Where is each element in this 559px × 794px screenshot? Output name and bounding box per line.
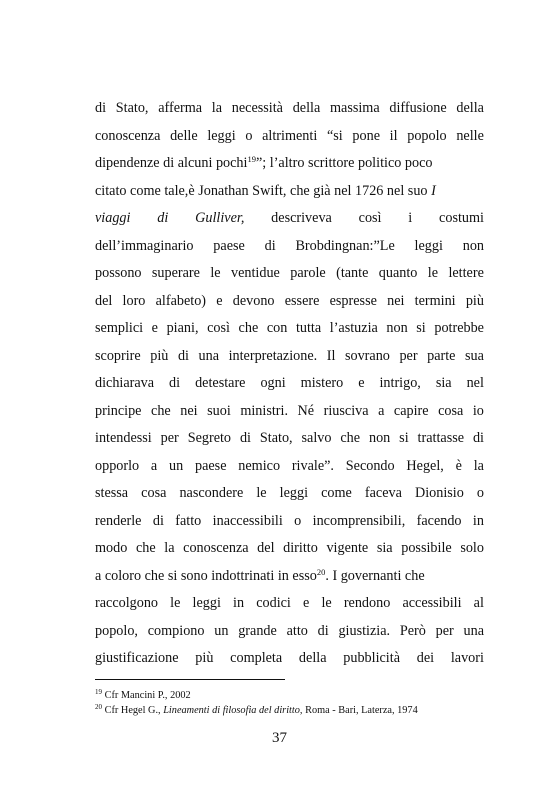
word: Brobdingnan:”Le: [295, 237, 395, 254]
word: opporlo: [95, 457, 140, 474]
word: nei: [180, 402, 198, 419]
text-line: [95, 178, 484, 206]
word: della: [298, 650, 327, 666]
word: che: [135, 540, 156, 556]
footnote-20: [95, 704, 495, 719]
word: dei: [416, 650, 435, 666]
text-line: [95, 95, 484, 123]
word: così: [207, 320, 230, 336]
word: le: [321, 595, 332, 611]
word: di: [472, 430, 484, 446]
text-segment: . I governanti che: [325, 567, 425, 584]
text-segment: citato come tale,è Jonathan Swift, che già nel 1726 nel suo: [95, 182, 428, 199]
word: potrebbe: [434, 320, 484, 336]
word: cosa: [141, 485, 167, 501]
word: che: [340, 430, 361, 446]
word: possono: [95, 265, 142, 281]
text-line: [95, 398, 484, 426]
footnote-separator: [95, 679, 285, 680]
word: in: [472, 512, 484, 529]
word: inaccessibili: [212, 512, 283, 529]
word: delle: [170, 127, 198, 144]
footnotes: [95, 689, 495, 718]
word: lavori: [450, 650, 484, 666]
word: che: [151, 402, 171, 419]
word: cosa: [438, 402, 464, 419]
word: di: [157, 210, 169, 226]
word: le: [427, 265, 439, 281]
text-line: [95, 480, 484, 508]
word: espresse: [329, 292, 377, 309]
word: ministri.: [240, 402, 289, 419]
word: Segreto: [187, 430, 232, 446]
word: Secondo: [345, 457, 395, 474]
word: non: [368, 430, 391, 446]
body-paragraph: [95, 95, 484, 673]
footnote-19: [95, 689, 495, 704]
word: accessibili: [402, 595, 462, 611]
book-title-italic: I: [431, 182, 436, 199]
word: di: [177, 347, 189, 364]
text-line: [95, 563, 484, 591]
word: Stato,: [259, 430, 293, 446]
word: piani,: [166, 320, 199, 336]
word: per: [399, 347, 418, 364]
word: incomprensibili,: [312, 512, 406, 529]
text-line: [95, 150, 484, 178]
word: le: [210, 265, 221, 281]
word: dell’immaginario: [95, 237, 194, 254]
word: di: [264, 237, 276, 254]
word: di: [95, 100, 107, 116]
word: intendessi: [95, 430, 152, 446]
word: Il: [326, 347, 336, 364]
word: completa: [230, 650, 283, 666]
word: codici: [256, 595, 291, 611]
word: a: [378, 402, 385, 419]
word: quanto: [378, 265, 418, 281]
word: diffusione: [389, 100, 447, 116]
word: o: [476, 485, 484, 501]
word: compiono: [147, 622, 205, 639]
word: la: [164, 540, 175, 556]
word: di: [239, 430, 251, 446]
word: riusciva: [323, 402, 369, 419]
word: solo: [460, 540, 484, 556]
word: tutta: [295, 320, 322, 336]
word: una: [198, 347, 220, 364]
word: si: [399, 430, 409, 446]
word: sia: [435, 375, 452, 391]
word: Stato,: [115, 100, 149, 116]
word: non: [462, 237, 484, 254]
footnote-text: Cfr Hegel G.,: [104, 704, 161, 716]
word: massima: [329, 100, 380, 116]
text-line: [95, 123, 484, 151]
footnote-publisher: Roma - Bari, Laterza, 1974: [305, 704, 418, 716]
word: per: [435, 622, 454, 639]
word: si: [416, 320, 426, 336]
word: detestare: [195, 375, 246, 391]
text-line: [95, 535, 484, 563]
word: pubblicità: [343, 650, 400, 666]
text-line: [95, 618, 484, 646]
word: e: [358, 375, 365, 391]
word: leggi: [192, 595, 221, 611]
word: giustizia.: [338, 622, 391, 639]
word: lettere: [448, 265, 484, 281]
word: conoscenza: [95, 127, 161, 144]
word: leggi: [414, 237, 443, 254]
word: Né: [297, 402, 315, 419]
word: paese: [213, 237, 245, 254]
word: ventidue: [231, 265, 280, 281]
word: sia: [376, 540, 393, 556]
text-line: [95, 288, 484, 316]
word: rendono: [343, 595, 391, 611]
word: rivale”.: [291, 457, 334, 474]
word: capire: [393, 402, 429, 419]
word: parole: [290, 265, 326, 281]
word: nelle: [456, 127, 484, 144]
text-line: [95, 453, 484, 481]
word: le: [170, 595, 181, 611]
word: termini: [414, 292, 456, 309]
word: necessità: [231, 100, 283, 116]
word: grande: [238, 622, 277, 639]
word: una: [463, 622, 484, 639]
word: afferma: [158, 100, 203, 116]
word: fatto: [175, 512, 202, 529]
word: la: [211, 100, 223, 116]
word: sovrano: [344, 347, 390, 364]
word: intrigo,: [379, 375, 421, 391]
text-line: [95, 315, 484, 343]
footnote-book-title: Lineamenti di filosofia del diritto,: [163, 704, 303, 716]
word: nascondere: [179, 485, 244, 501]
word: il: [389, 127, 398, 144]
word: loro: [122, 292, 146, 309]
footnote-text: Cfr Mancini P., 2002: [104, 690, 191, 701]
word: scoprire: [95, 347, 141, 364]
footnote-reference: 20: [316, 566, 326, 577]
word: un: [169, 457, 184, 474]
word: leggi: [207, 127, 236, 144]
word: come: [321, 485, 352, 501]
word: con: [266, 320, 288, 336]
text-line: [95, 425, 484, 453]
word: ogni: [260, 375, 286, 391]
text-segment: dipendenze di alcuni pochi: [95, 155, 248, 171]
word: l’astuzia: [329, 320, 378, 336]
word: più: [195, 650, 214, 666]
word: di: [169, 375, 181, 391]
word: più: [150, 347, 169, 364]
word: raccolgono: [95, 595, 159, 611]
word: giustificazione: [95, 650, 179, 666]
text-segment: ”; l’altro scrittore politico poco: [255, 155, 433, 171]
word: popolo: [407, 127, 447, 144]
word: facendo: [416, 512, 462, 529]
text-line: [95, 260, 484, 288]
word: vigente: [326, 540, 369, 556]
text-line: [95, 205, 484, 233]
footnote-number: 20: [95, 702, 102, 711]
word: suoi: [207, 402, 231, 419]
word: Dionisio: [414, 485, 464, 501]
word: diritto: [283, 540, 318, 556]
word: di: [152, 512, 164, 529]
text-line: [95, 590, 484, 618]
footnote-number: 19: [95, 688, 102, 696]
page-number: 37: [272, 730, 287, 746]
word: della: [292, 100, 321, 116]
word: renderle: [95, 512, 142, 529]
word: “si: [326, 127, 343, 144]
text-line: [95, 370, 484, 398]
word: altrimenti: [262, 127, 318, 144]
word: (tante: [336, 265, 369, 281]
word: conoscenza: [183, 540, 249, 556]
word: e: [151, 320, 158, 336]
word: trattasse: [417, 430, 465, 446]
word: non: [386, 320, 408, 336]
word: Hegel,: [406, 457, 444, 474]
word: paese: [194, 457, 227, 474]
word: di: [317, 622, 329, 639]
word: devono: [232, 292, 275, 309]
word: al: [473, 595, 484, 611]
word: atto: [286, 622, 308, 639]
word: descriveva: [271, 210, 332, 226]
word: essere: [284, 292, 320, 309]
word: le: [256, 485, 267, 501]
word: o: [245, 127, 253, 144]
word: modo: [95, 540, 128, 556]
word: per: [160, 430, 179, 446]
word: è: [455, 457, 462, 474]
word: della: [456, 100, 484, 116]
word: superare: [151, 265, 200, 281]
word: e: [216, 292, 223, 309]
word: in: [233, 595, 245, 611]
word: un: [214, 622, 229, 639]
word: più: [465, 292, 484, 309]
word: faceva: [364, 485, 402, 501]
word: che: [238, 320, 259, 336]
text-segment: a coloro che si sono indottrinati in esso: [95, 567, 317, 584]
word: alfabeto): [155, 292, 207, 309]
text-line: [95, 233, 484, 261]
word: nel: [466, 375, 484, 391]
word: sua: [465, 347, 484, 364]
word: stessa: [95, 485, 129, 501]
word: nei: [387, 292, 405, 309]
word: popolo,: [95, 622, 138, 639]
word: la: [473, 457, 484, 474]
word: pone: [352, 127, 380, 144]
word: parte: [427, 347, 456, 364]
word: e: [303, 595, 310, 611]
word: costumi: [439, 210, 484, 226]
text-line: [95, 343, 484, 371]
footnote-reference: 19: [247, 154, 256, 164]
word: possibile: [401, 540, 452, 556]
word: Gulliver,: [195, 210, 245, 226]
word: nemico: [238, 457, 281, 474]
word: a: [150, 457, 158, 474]
word: io: [472, 402, 484, 419]
text-line: [95, 508, 484, 536]
word: Però: [399, 622, 426, 639]
text-line: [95, 645, 484, 673]
word: semplici: [95, 320, 144, 336]
word: mistero: [300, 375, 344, 391]
word: del: [257, 540, 275, 556]
word: principe: [95, 402, 142, 419]
word: leggi: [279, 485, 309, 501]
word: interpretazione.: [228, 347, 318, 364]
word: del: [95, 292, 113, 309]
word: viaggi: [95, 210, 131, 226]
word: o: [294, 512, 302, 529]
word: dichiarava: [95, 375, 155, 391]
word: i: [408, 210, 413, 226]
word: così: [358, 210, 382, 226]
word: salvo: [301, 430, 332, 446]
